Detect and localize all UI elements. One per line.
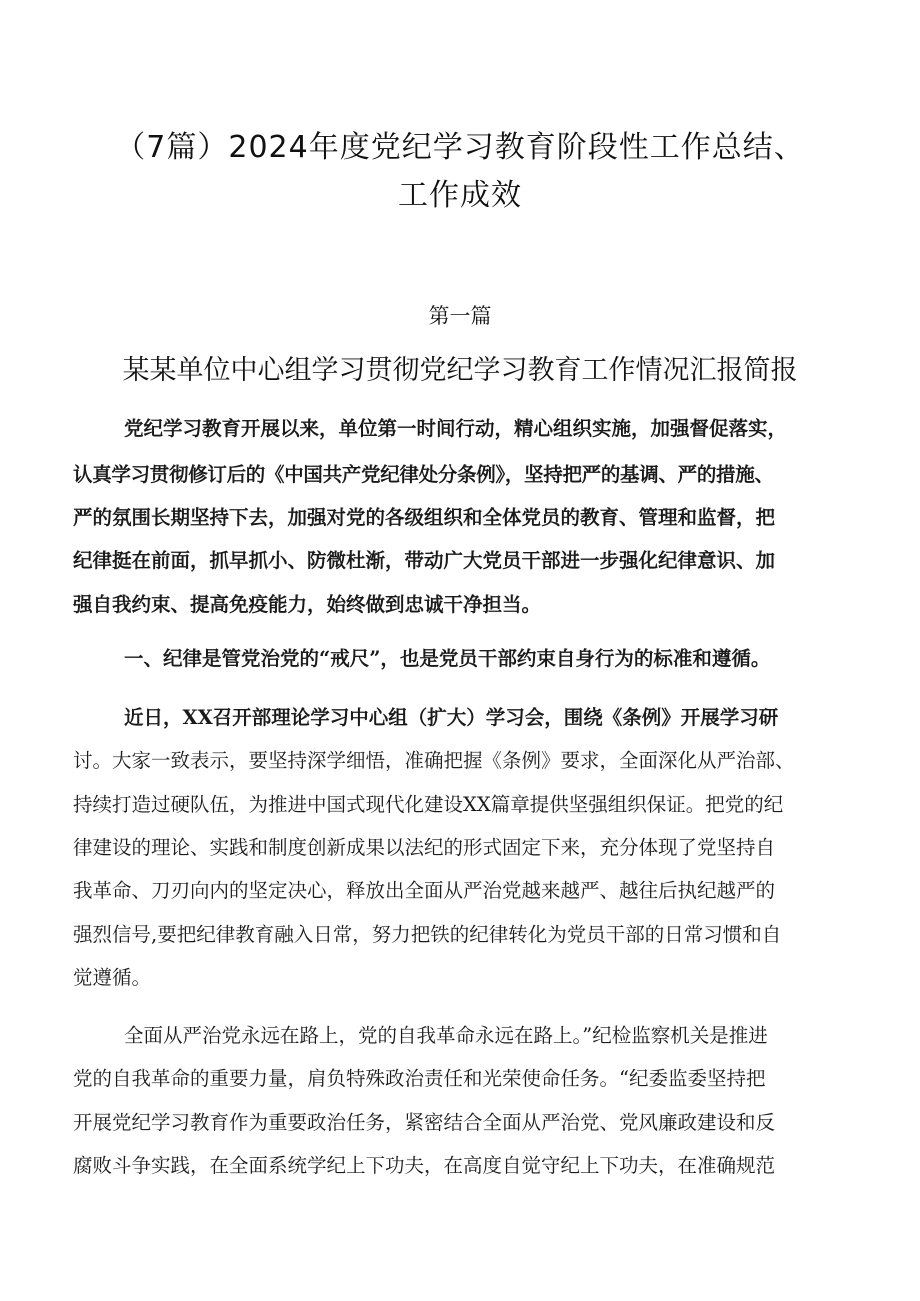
paragraph-line: 我革命、刀刃向内的坚定决心，释放出全面从严治党越来越严、越往后执纪越严的: [73, 879, 776, 902]
paragraph-line: 觉遵循。: [73, 966, 152, 989]
paragraph-line: 持续打造过硬队伍，为推进中国式现代化建设XX篇章提供坚强组织保证。把党的纪: [73, 793, 784, 816]
paragraph-line: 近日，XX召开部理论学习中心组（扩大）学习会，围绕《条例》开展学习研: [124, 706, 779, 729]
paragraph-line: 党的自我革命的重要力量，肩负特殊政治责任和光荣使命任务。“纪委监委坚持把: [73, 1067, 766, 1090]
paragraph-line: 全面从严治党永远在路上，党的自我革命永远在路上。”纪检监察机关是推进: [124, 1024, 768, 1047]
paragraph-line: 讨。大家一致表示，要坚持深学细悟，准确把握《条例》要求，全面深化从严治部、: [73, 749, 795, 772]
document-title-line-1: （7篇）2024年度党纪学习教育阶段性工作总结、: [115, 130, 805, 165]
paragraph-line: 认真学习贯彻修订后的《中国共产党纪律处分条例》，坚持把严的基调、严的措施、: [73, 463, 774, 486]
paragraph-line: 开展党纪学习教育作为重要政治任务，紧密结合全面从严治党、党风廉政建设和反: [73, 1111, 776, 1134]
part-label: 第一篇: [428, 304, 492, 328]
paragraph-line: 律建设的理论、实践和制度创新成果以法纪的形式固定下来，充分体现了党坚持自: [73, 836, 776, 859]
paragraph-line: 党纪学习教育开展以来，单位第一时间行动，精心组织实施，加强督促落实，: [124, 417, 788, 440]
paragraph-line: 强烈信号,要把纪律教育融入日常，努力把铁的纪律转化为党员干部的日常习惯和自: [73, 923, 782, 946]
paragraph-line: 强自我约束、提高免疫能力，始终做到忠诚干净担当。: [73, 593, 542, 616]
heading-line: 一、纪律是管党治党的“戒尺”，也是党员干部约束自身行为的标准和遵循。: [124, 647, 771, 670]
document-title-line-2: 工作成效: [398, 178, 522, 213]
section-title: 某某单位中心组学习贯彻党纪学习教育工作情况汇报简报: [122, 355, 798, 386]
paragraph-line: 纪律挺在前面，抓早抓小、防微杜渐，带动广大党员干部进一步强化纪律意识、加: [73, 549, 776, 572]
paragraph-line: 严的氛围长期坚持下去，加强对党的各级组织和全体党员的教育、管理和监督，把: [73, 506, 776, 529]
paragraph-line: 腐败斗争实践，在全面系统学纪上下功夫，在高度自觉守纪上下功夫，在准确规范: [73, 1154, 776, 1177]
